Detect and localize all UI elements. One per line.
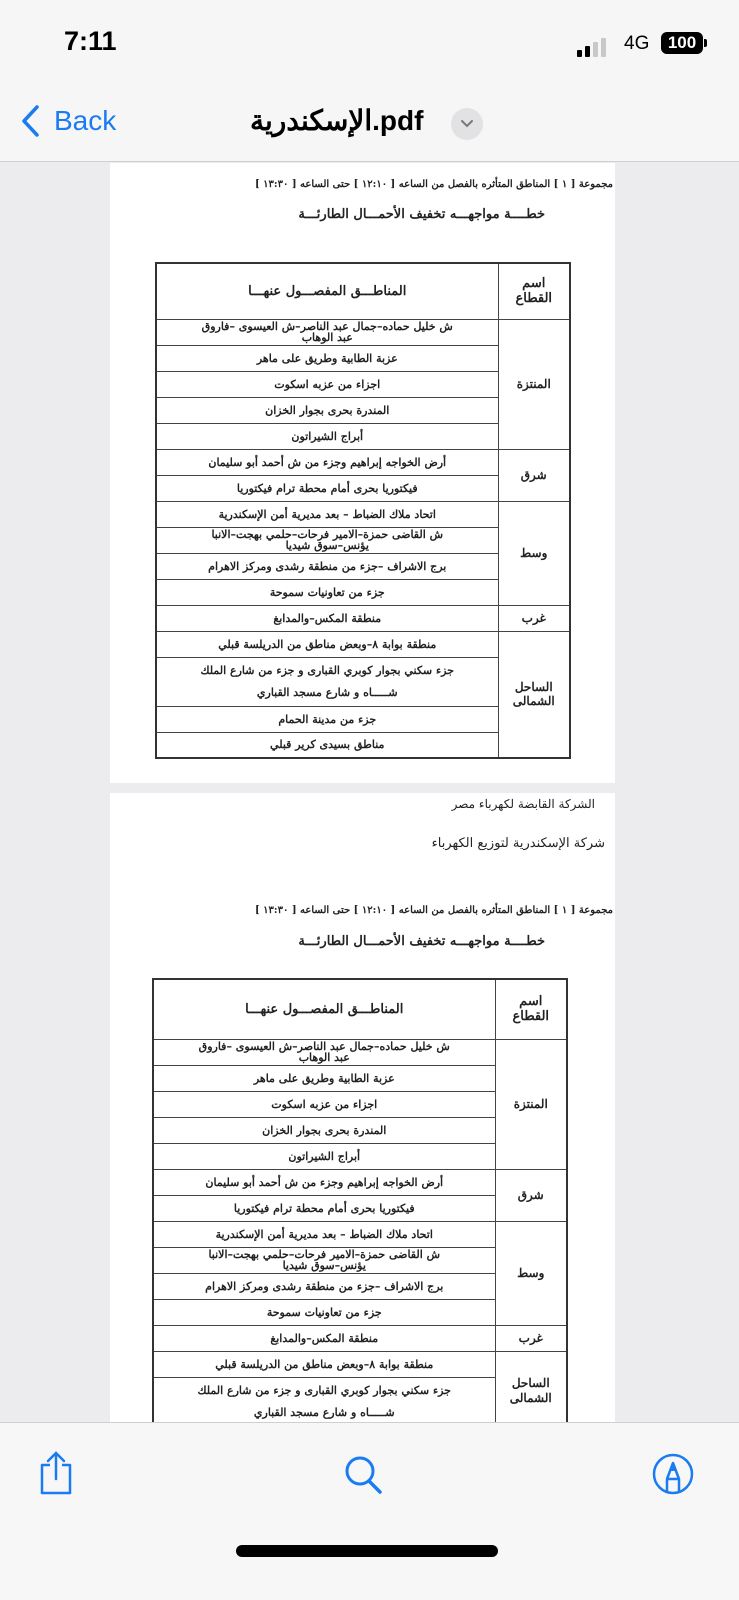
markup-icon [652,1453,694,1495]
navigation-bar [0,90,739,162]
table-row [156,319,570,345]
group-line: مجموعة [ ١ ] المناطق المتأثره بالفصل من الساعه [ ١٢:١٠ ] حتى الساعه [ ١٣:٣٠ ] [254,179,613,190]
table-header-row [153,979,567,1039]
header-sector: اسم القطاع [498,263,570,319]
chevron-left-icon [20,104,40,138]
status-bar [0,0,739,90]
area-cell: ش خليل حماده–جمال عبد الناصر–ش العيسوى –فاروق عبد الوهاب [156,319,498,345]
area-cell: منطقة المكس–والمدابغ [156,605,498,631]
area-cell: برج الاشراف –جزء من منطقة رشدى ومركز الاهرام [156,553,498,579]
area-cell: أرض الخواجه إبراهيم وجزء من ش أحمد أبو سليمان [156,449,498,475]
sector-name: المنتزة [498,319,570,449]
sector-name: الساحل الشمالى [495,1351,567,1478]
area-cell: جزء سكني بجوار كوبري القبارى و جزء من شارع الملك شـــــاه و شارع مسجد القباري [156,657,498,706]
area-cell: برج الاشراف –جزء من منطقة رشدى ومركز الاهرام [153,1273,495,1299]
back-button[interactable] [20,104,116,138]
area-cell: اجزاء من عزبه اسكوت [156,371,498,397]
area-cell: عزبة الطابية وطريق على ماهر [153,1065,495,1091]
sector-name: شرق [495,1169,567,1221]
table-header-row [156,263,570,319]
area-cell: عزبة الطابية وطريق على ماهر [156,345,498,371]
share-button[interactable] [38,1451,74,1499]
battery-icon: 100 [661,32,703,54]
pdf-page-1 [110,163,615,783]
area-cell: فيكتوريا بحرى أمام محطة ترام فيكتوريا [153,1195,495,1221]
markup-button[interactable] [652,1453,694,1499]
area-cell: ش خليل حماده–جمال عبد الناصر–ش العيسوى –فاروق عبد الوهاب [153,1039,495,1065]
table-row [153,1039,567,1065]
back-label: Back [54,105,117,136]
sector-name: وسط [498,501,570,605]
header-areas: المناطـــق المفصـــول عنهـــا [153,979,495,1039]
network-type: 4G [624,33,650,54]
bottom-toolbar [0,1422,739,1600]
area-cell: منطقة بوابة ٨–وبعض مناطق من الدريلسة قبلي [153,1351,495,1377]
outage-table [152,978,568,1479]
area-cell: اتحاد ملاك الضباط – بعد مديرية أمن الإسكندرية [153,1221,495,1247]
sector-name: الساحل الشمالى [498,631,570,758]
area-cell: المندرة بحرى بجوار الخزان [156,397,498,423]
table-row [156,631,570,657]
home-indicator[interactable] [236,1545,498,1557]
document-title[interactable]: الإسكندرية.pdf [250,105,424,136]
table-row [156,501,570,527]
sector-name: وسط [495,1221,567,1325]
area-cell: أبراج الشيراتون [156,423,498,449]
search-button[interactable] [344,1455,384,1499]
title-menu-button[interactable] [451,108,483,140]
pdf-page-2 [110,793,615,1422]
area-cell: جزء من مدينة الحمام [156,706,498,732]
sector-name: المنتزة [495,1039,567,1169]
area-cell: منطقة بوابة ٨–وبعض مناطق من الدريلسة قبلي [156,631,498,657]
table-row [156,605,570,631]
area-cell: جزء سكني بجوار كوبري القبارى و جزء من شارع الملك شـــــاه و شارع مسجد القباري [153,1377,495,1426]
table-row [156,449,570,475]
search-icon [344,1455,384,1495]
area-cell: جزء من تعاونيات سموحة [153,1299,495,1325]
distribution-company: شركة الإسكندرية لتوزيع الكهرباء [431,836,605,851]
plan-title: خطــــة مواجهـــه تخفيف الأحمـــال الطارئـــة [298,934,545,949]
plan-title: خطــــة مواجهـــه تخفيف الأحمـــال الطارئـــة [298,207,545,222]
area-cell: أبراج الشيراتون [153,1143,495,1169]
share-icon [38,1451,74,1495]
header-sector: اسم القطاع [495,979,567,1039]
area-cell: ش القاضى حمزة–الامير فرحات–حلمي بهجت–الانبا يؤنس–سوق شيديا [156,527,498,553]
outage-table [155,262,571,759]
sector-name: غرب [495,1325,567,1351]
table-row [153,1221,567,1247]
table-row [153,1325,567,1351]
area-cell: أرض الخواجه إبراهيم وجزء من ش أحمد أبو سليمان [153,1169,495,1195]
sector-name: غرب [498,605,570,631]
area-cell: اجزاء من عزبه اسكوت [153,1091,495,1117]
table-row [153,1169,567,1195]
area-cell: اتحاد ملاك الضباط – بعد مديرية أمن الإسكندرية [156,501,498,527]
chevron-down-icon [460,119,474,129]
sector-name: شرق [498,449,570,501]
clock: 7:11 [64,26,117,56]
table-row [153,1351,567,1377]
group-line: مجموعة [ ١ ] المناطق المتأثره بالفصل من الساعه [ ١٢:١٠ ] حتى الساعه [ ١٣:٣٠ ] [254,905,613,916]
header-areas: المناطـــق المفصـــول عنهـــا [156,263,498,319]
area-cell: المندرة بحرى بجوار الخزان [153,1117,495,1143]
area-cell: فيكتوريا بحرى أمام محطة ترام فيكتوريا [156,475,498,501]
signal-icon [577,38,606,57]
area-cell: ش القاضى حمزة–الامير فرحات–حلمي بهجت–الانبا يؤنس–سوق شيديا [153,1247,495,1273]
area-cell: جزء من تعاونيات سموحة [156,579,498,605]
area-cell: منطقة المكس–والمدابغ [153,1325,495,1351]
holding-company: الشركة القابضة لكهرباء مصر [451,797,595,811]
area-cell: مناطق بسيدى كرير قبلي [156,732,498,758]
